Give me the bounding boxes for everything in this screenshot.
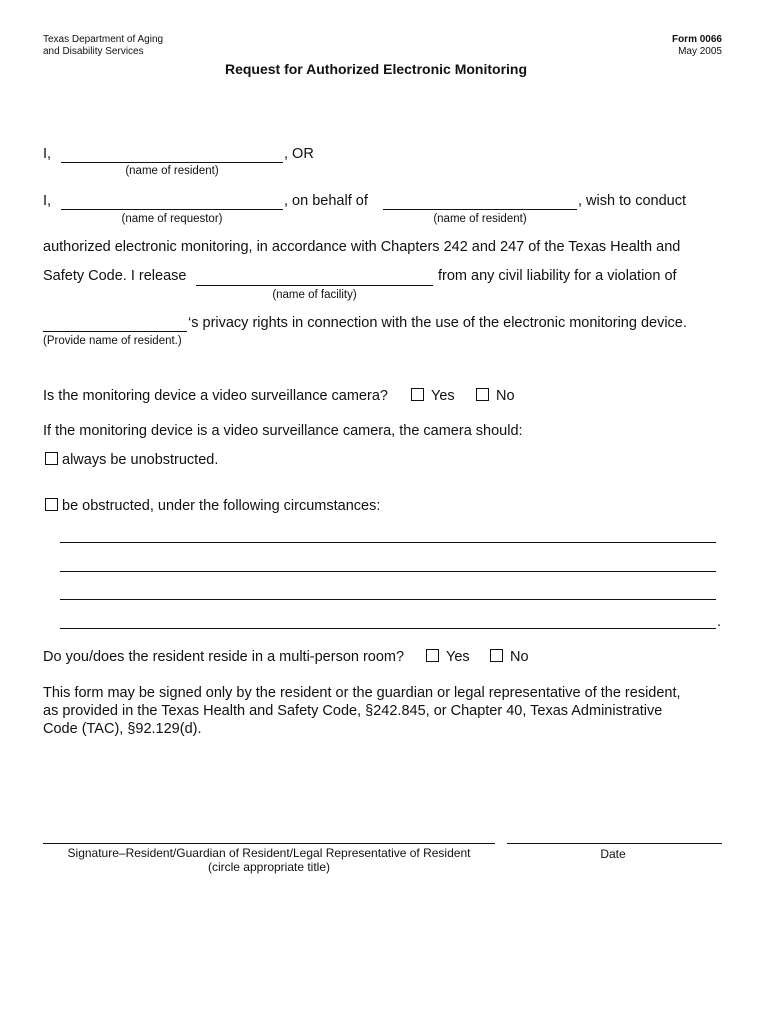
behalf-resident-caption: (name of resident) [433, 213, 527, 225]
requestor-name-caption: (name of requestor) [121, 213, 223, 225]
camera-yes-checkbox[interactable] [411, 388, 424, 401]
multi-person-no-label: No [510, 649, 529, 665]
line2-suffix: , wish to conduct [578, 193, 686, 209]
line1-prefix: I, [43, 146, 52, 162]
multi-person-yes-label: Yes [446, 649, 470, 665]
agency-name-line1: Texas Department of Aging [43, 34, 164, 45]
privacy-resident-name-field[interactable] [43, 331, 187, 332]
multi-person-yes-checkbox[interactable] [426, 649, 439, 662]
signature-label: Signature–Resident/Guardian of Resident/Legal Representative of Resident [67, 846, 471, 860]
agency-name-line2: and Disability Services [43, 46, 144, 57]
resident-name-caption: (name of resident) [125, 165, 219, 177]
line2-prefix: I, [43, 193, 52, 209]
date-label: Date [600, 847, 626, 861]
camera-intro: If the monitoring device is a video surveillance camera, the camera should: [43, 423, 523, 439]
paragraph-line-b-end: from any civil liability for a violation of [438, 268, 677, 284]
circumstances-period: . [717, 614, 722, 630]
paragraph-line-c: ‘s privacy rights in connection with the use of the electronic monitoring device. [188, 315, 687, 331]
camera-yes-label: Yes [431, 388, 455, 404]
line2-middle: , on behalf of [284, 193, 368, 209]
form-date: May 2005 [678, 46, 722, 57]
privacy-resident-caption: (Provide name of resident.) [43, 335, 182, 347]
facility-name-caption: (name of facility) [272, 289, 357, 301]
circumstances-line-4[interactable] [60, 628, 716, 629]
resident-name-field[interactable] [61, 162, 283, 163]
unobstructed-checkbox[interactable] [45, 452, 58, 465]
behalf-resident-name-field[interactable] [383, 209, 577, 210]
requestor-name-field[interactable] [61, 209, 283, 210]
circumstances-line-2[interactable] [60, 571, 716, 572]
camera-no-label: No [496, 388, 515, 404]
notice-line-3: Code (TAC), §92.129(d). [43, 721, 202, 737]
camera-question: Is the monitoring device a video surveillance camera? [43, 388, 388, 404]
signature-field[interactable] [43, 843, 495, 844]
paragraph-line-b-start: Safety Code. I release [43, 268, 187, 284]
notice-line-1: This form may be signed only by the resident or the guardian or legal representative of the resident, [43, 685, 681, 701]
multi-person-question: Do you/does the resident reside in a multi-person room? [43, 649, 405, 665]
circumstances-line-1[interactable] [60, 542, 716, 543]
unobstructed-label: always be unobstructed. [62, 452, 219, 468]
page-title: Request for Authorized Electronic Monitoring [224, 61, 528, 77]
notice-line-2: as provided in the Texas Health and Safety Code, §242.845, or Chapter 40, Texas Administrative [43, 703, 663, 719]
obstructed-label: be obstructed, under the following circumstances: [62, 498, 381, 514]
line1-suffix: , OR [284, 146, 314, 162]
circumstances-line-3[interactable] [60, 599, 716, 600]
paragraph-line-a: authorized electronic monitoring, in accordance with Chapters 242 and 247 of the Texas Health and [43, 239, 681, 255]
date-field[interactable] [507, 843, 722, 844]
multi-person-no-checkbox[interactable] [490, 649, 503, 662]
obstructed-checkbox[interactable] [45, 498, 58, 511]
form-number: Form 0066 [671, 34, 722, 45]
facility-name-field[interactable] [196, 285, 433, 286]
camera-no-checkbox[interactable] [476, 388, 489, 401]
signature-sublabel: (circle appropriate title) [207, 860, 331, 874]
